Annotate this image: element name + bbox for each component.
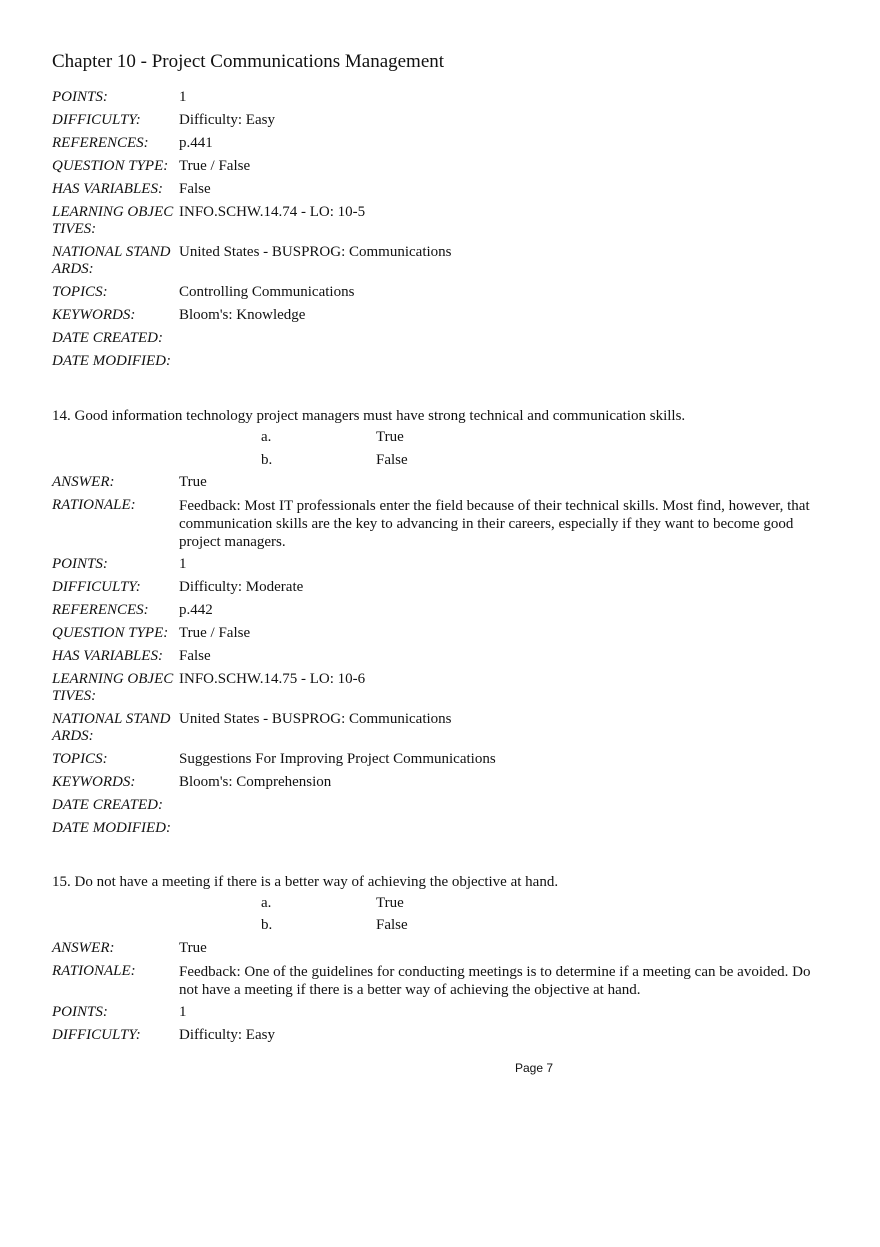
document-page <box>52 0 842 1247</box>
difficulty-value: Difficulty: Easy <box>179 1027 275 1043</box>
difficulty-value: Difficulty: Moderate <box>179 579 304 595</box>
date-created-label: DATE CREATED: <box>52 797 163 813</box>
question-13-metadata <box>52 89 832 370</box>
has-variables-value: False <box>179 648 211 664</box>
date-created-value <box>179 330 832 347</box>
difficulty-label: DIFFICULTY: <box>52 112 141 128</box>
choice-a-letter: a. <box>261 429 272 445</box>
points-label: POINTS: <box>52 89 108 105</box>
has-variables-row <box>52 181 832 198</box>
difficulty-value: Difficulty: Easy <box>179 112 275 128</box>
has-variables-value: False <box>179 181 211 197</box>
date-modified-row <box>52 820 832 837</box>
answer-label: ANSWER: <box>52 940 115 956</box>
has-variables-row <box>52 648 832 665</box>
topics-label: TOPICS: <box>52 751 108 767</box>
rationale-label: RATIONALE: <box>52 963 136 979</box>
answer-row <box>52 474 832 491</box>
learning-objectives-label: LEARNING OBJECTIVES: <box>52 204 174 237</box>
national-standards-value: United States - BUSPROG: Communications <box>179 711 452 727</box>
points-value: 1 <box>179 556 187 572</box>
references-row <box>52 135 832 152</box>
question-14-metadata <box>52 474 832 837</box>
rationale-row <box>52 963 832 999</box>
keywords-row <box>52 307 832 324</box>
question-type-value: True / False <box>179 625 251 641</box>
date-modified-value <box>179 353 832 370</box>
topics-row <box>52 284 832 301</box>
question-15-text: 15. Do not have a meeting if there is a better way of achieving the objective at hand. <box>52 874 559 890</box>
references-value: p.441 <box>179 135 213 151</box>
date-modified-value <box>179 820 832 837</box>
page-number: Page 7 <box>515 1061 554 1075</box>
rationale-row <box>52 497 832 551</box>
rationale-value: Feedback: Most IT professionals enter the field because of their technical skills. Most find, however, that communication skills are the key to advancing in their careers, especially if they want to become good project managers. <box>179 498 810 550</box>
difficulty-row <box>52 1027 832 1044</box>
date-modified-label: DATE MODIFIED: <box>52 353 171 369</box>
national-standards-row <box>52 711 832 745</box>
points-value: 1 <box>179 89 187 105</box>
has-variables-label: HAS VARIABLES: <box>52 181 163 197</box>
difficulty-label: DIFFICULTY: <box>52 579 141 595</box>
references-label: REFERENCES: <box>52 602 149 618</box>
keywords-value: Bloom's: Comprehension <box>179 774 332 790</box>
points-row <box>52 89 832 106</box>
topics-row <box>52 751 832 768</box>
difficulty-row <box>52 112 832 129</box>
keywords-label: KEYWORDS: <box>52 774 136 790</box>
topics-value: Controlling Communications <box>179 284 355 300</box>
choice-b-text: False <box>376 917 408 933</box>
answer-row <box>52 940 832 957</box>
national-standards-row <box>52 244 832 278</box>
learning-objectives-value: INFO.SCHW.14.74 - LO: 10-5 <box>179 204 366 220</box>
learning-objectives-row <box>52 671 832 705</box>
learning-objectives-row <box>52 204 832 238</box>
choice-b-text: False <box>376 452 408 468</box>
question-type-row <box>52 625 832 642</box>
learning-objectives-label: LEARNING OBJECTIVES: <box>52 671 174 704</box>
points-label: POINTS: <box>52 1004 108 1020</box>
references-row <box>52 602 832 619</box>
question-type-row <box>52 158 832 175</box>
keywords-row <box>52 774 832 791</box>
has-variables-label: HAS VARIABLES: <box>52 648 163 664</box>
national-standards-value: United States - BUSPROG: Communications <box>179 244 452 260</box>
answer-value: True <box>179 474 207 490</box>
answer-label: ANSWER: <box>52 474 115 490</box>
rationale-value: Feedback: One of the guidelines for conducting meetings is to determine if a meeting can be avoided. Do not have a meeting if there is a better way of achieving the objective at hand. <box>179 964 811 998</box>
references-label: REFERENCES: <box>52 135 149 151</box>
difficulty-label: DIFFICULTY: <box>52 1027 141 1043</box>
topics-value: Suggestions For Improving Project Communications <box>179 751 496 767</box>
date-modified-row <box>52 353 832 370</box>
question-14-text: 14. Good information technology project managers must have strong technical and communication skills. <box>52 408 686 424</box>
choice-b-letter: b. <box>261 917 273 933</box>
difficulty-row <box>52 579 832 596</box>
national-standards-label: NATIONAL STANDARDS: <box>52 711 171 744</box>
date-created-row <box>52 797 832 814</box>
date-modified-label: DATE MODIFIED: <box>52 820 171 836</box>
national-standards-label: NATIONAL STANDARDS: <box>52 244 171 277</box>
page-title: Chapter 10 - Project Communications Management <box>52 51 445 72</box>
date-created-row <box>52 330 832 347</box>
question-15-metadata <box>52 940 832 1044</box>
points-value: 1 <box>179 1004 187 1020</box>
question-type-value: True / False <box>179 158 251 174</box>
points-row <box>52 1004 832 1021</box>
keywords-label: KEYWORDS: <box>52 307 136 323</box>
choice-a-text: True <box>376 429 404 445</box>
points-label: POINTS: <box>52 556 108 572</box>
date-created-label: DATE CREATED: <box>52 330 163 346</box>
references-value: p.442 <box>179 602 213 618</box>
answer-value: True <box>179 940 207 956</box>
topics-label: TOPICS: <box>52 284 108 300</box>
question-type-label: QUESTION TYPE: <box>52 158 169 174</box>
learning-objectives-value: INFO.SCHW.14.75 - LO: 10-6 <box>179 671 366 687</box>
choice-b-letter: b. <box>261 452 273 468</box>
choice-a-text: True <box>376 895 404 911</box>
rationale-label: RATIONALE: <box>52 497 136 513</box>
choice-a-letter: a. <box>261 895 272 911</box>
points-row <box>52 556 832 573</box>
keywords-value: Bloom's: Knowledge <box>179 307 306 323</box>
date-created-value <box>179 797 832 814</box>
question-type-label: QUESTION TYPE: <box>52 625 169 641</box>
